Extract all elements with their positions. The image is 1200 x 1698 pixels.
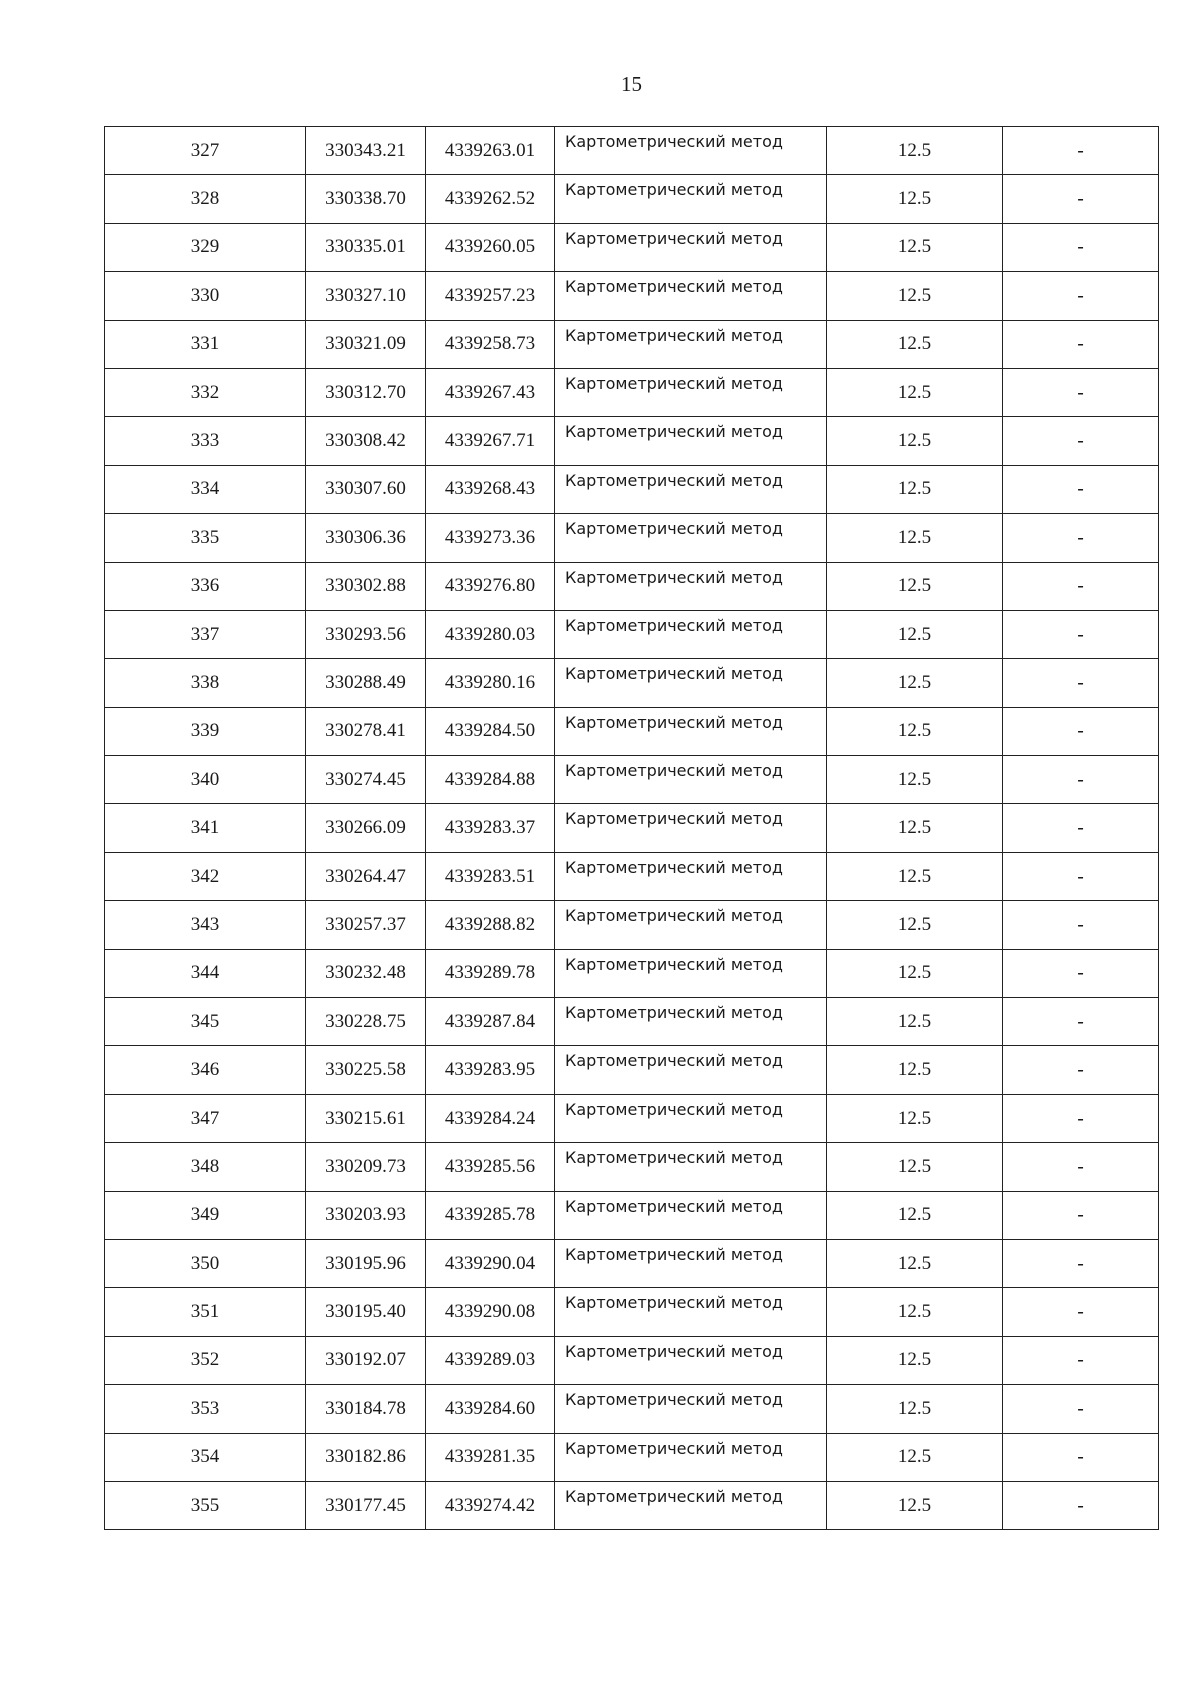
note-cell: - [1003,223,1159,271]
x-coordinate-cell: 330274.45 [306,756,426,804]
point-number-cell: 337 [105,610,306,658]
point-number-cell: 343 [105,901,306,949]
x-coordinate-cell: 330203.93 [306,1191,426,1239]
x-coordinate-cell: 330278.41 [306,707,426,755]
accuracy-cell: 12.5 [827,1385,1003,1433]
point-number-cell: 342 [105,852,306,900]
x-coordinate-cell: 330264.47 [306,852,426,900]
table-row [105,175,1159,223]
table-row [105,272,1159,320]
y-coordinate-cell: 4339287.84 [426,998,555,1046]
note-cell: - [1003,1046,1159,1094]
table-row [105,659,1159,707]
point-number-cell: 332 [105,368,306,416]
accuracy-cell: 12.5 [827,1481,1003,1529]
point-number-cell: 330 [105,272,306,320]
method-cell: Картометрический метод [555,272,827,320]
y-coordinate-cell: 4339276.80 [426,562,555,610]
accuracy-cell: 12.5 [827,417,1003,465]
x-coordinate-cell: 330192.07 [306,1336,426,1384]
x-coordinate-cell: 330288.49 [306,659,426,707]
point-number-cell: 353 [105,1385,306,1433]
note-cell: - [1003,949,1159,997]
method-cell: Картометрический метод [555,1143,827,1191]
note-cell: - [1003,1433,1159,1481]
y-coordinate-cell: 4339258.73 [426,320,555,368]
point-number-cell: 344 [105,949,306,997]
note-cell: - [1003,417,1159,465]
y-coordinate-cell: 4339283.95 [426,1046,555,1094]
y-coordinate-cell: 4339280.16 [426,659,555,707]
y-coordinate-cell: 4339263.01 [426,127,555,175]
method-cell: Картометрический метод [555,1481,827,1529]
x-coordinate-cell: 330195.40 [306,1288,426,1336]
table-row [105,368,1159,416]
y-coordinate-cell: 4339283.37 [426,804,555,852]
method-cell: Картометрический метод [555,949,827,997]
accuracy-cell: 12.5 [827,223,1003,271]
accuracy-cell: 12.5 [827,998,1003,1046]
note-cell: - [1003,465,1159,513]
method-cell: Картометрический метод [555,756,827,804]
accuracy-cell: 12.5 [827,1336,1003,1384]
method-cell: Картометрический метод [555,1191,827,1239]
table-row [105,1191,1159,1239]
point-number-cell: 348 [105,1143,306,1191]
y-coordinate-cell: 4339284.50 [426,707,555,755]
point-number-cell: 341 [105,804,306,852]
method-cell: Картометрический метод [555,1288,827,1336]
note-cell: - [1003,1191,1159,1239]
accuracy-cell: 12.5 [827,1433,1003,1481]
method-cell: Картометрический метод [555,998,827,1046]
accuracy-cell: 12.5 [827,465,1003,513]
y-coordinate-cell: 4339273.36 [426,514,555,562]
y-coordinate-cell: 4339257.23 [426,272,555,320]
method-cell: Картометрический метод [555,514,827,562]
table-row [105,1433,1159,1481]
x-coordinate-cell: 330225.58 [306,1046,426,1094]
accuracy-cell: 12.5 [827,610,1003,658]
table-row [105,417,1159,465]
y-coordinate-cell: 4339260.05 [426,223,555,271]
table-row [105,1385,1159,1433]
x-coordinate-cell: 330307.60 [306,465,426,513]
y-coordinate-cell: 4339285.56 [426,1143,555,1191]
method-cell: Картометрический метод [555,707,827,755]
x-coordinate-cell: 330312.70 [306,368,426,416]
table-body [105,127,1159,1530]
method-cell: Картометрический метод [555,465,827,513]
note-cell: - [1003,320,1159,368]
table-row [105,562,1159,610]
table-row [105,465,1159,513]
x-coordinate-cell: 330257.37 [306,901,426,949]
table-row [105,320,1159,368]
note-cell: - [1003,1094,1159,1142]
point-number-cell: 327 [105,127,306,175]
y-coordinate-cell: 4339281.35 [426,1433,555,1481]
x-coordinate-cell: 330184.78 [306,1385,426,1433]
y-coordinate-cell: 4339284.88 [426,756,555,804]
point-number-cell: 351 [105,1288,306,1336]
accuracy-cell: 12.5 [827,659,1003,707]
accuracy-cell: 12.5 [827,949,1003,997]
y-coordinate-cell: 4339274.42 [426,1481,555,1529]
note-cell: - [1003,756,1159,804]
y-coordinate-cell: 4339285.78 [426,1191,555,1239]
y-coordinate-cell: 4339290.08 [426,1288,555,1336]
accuracy-cell: 12.5 [827,1143,1003,1191]
y-coordinate-cell: 4339284.24 [426,1094,555,1142]
method-cell: Картометрический метод [555,1239,827,1287]
accuracy-cell: 12.5 [827,1288,1003,1336]
x-coordinate-cell: 330302.88 [306,562,426,610]
accuracy-cell: 12.5 [827,127,1003,175]
point-number-cell: 349 [105,1191,306,1239]
note-cell: - [1003,1143,1159,1191]
table-row [105,1094,1159,1142]
x-coordinate-cell: 330228.75 [306,998,426,1046]
x-coordinate-cell: 330182.86 [306,1433,426,1481]
accuracy-cell: 12.5 [827,1239,1003,1287]
x-coordinate-cell: 330306.36 [306,514,426,562]
table-row [105,1288,1159,1336]
note-cell: - [1003,127,1159,175]
page-number: 15 [621,72,642,96]
accuracy-cell: 12.5 [827,368,1003,416]
accuracy-cell: 12.5 [827,514,1003,562]
point-number-cell: 346 [105,1046,306,1094]
method-cell: Картометрический метод [555,804,827,852]
x-coordinate-cell: 330177.45 [306,1481,426,1529]
point-number-cell: 355 [105,1481,306,1529]
note-cell: - [1003,852,1159,900]
table-row [105,223,1159,271]
accuracy-cell: 12.5 [827,756,1003,804]
point-number-cell: 354 [105,1433,306,1481]
point-number-cell: 334 [105,465,306,513]
accuracy-cell: 12.5 [827,804,1003,852]
x-coordinate-cell: 330338.70 [306,175,426,223]
point-number-cell: 350 [105,1239,306,1287]
point-number-cell: 335 [105,514,306,562]
note-cell: - [1003,272,1159,320]
table-row [105,852,1159,900]
note-cell: - [1003,998,1159,1046]
y-coordinate-cell: 4339284.60 [426,1385,555,1433]
note-cell: - [1003,175,1159,223]
accuracy-cell: 12.5 [827,707,1003,755]
method-cell: Картометрический метод [555,659,827,707]
note-cell: - [1003,1481,1159,1529]
table-row [105,127,1159,175]
table-row [105,707,1159,755]
y-coordinate-cell: 4339289.03 [426,1336,555,1384]
table-row [105,1239,1159,1287]
accuracy-cell: 12.5 [827,852,1003,900]
y-coordinate-cell: 4339283.51 [426,852,555,900]
table-row [105,998,1159,1046]
method-cell: Картометрический метод [555,417,827,465]
method-cell: Картометрический метод [555,562,827,610]
accuracy-cell: 12.5 [827,175,1003,223]
accuracy-cell: 12.5 [827,1191,1003,1239]
note-cell: - [1003,368,1159,416]
point-number-cell: 336 [105,562,306,610]
method-cell: Картометрический метод [555,901,827,949]
note-cell: - [1003,901,1159,949]
note-cell: - [1003,562,1159,610]
table-row [105,901,1159,949]
table-row [105,1481,1159,1529]
table-row [105,756,1159,804]
point-number-cell: 352 [105,1336,306,1384]
x-coordinate-cell: 330343.21 [306,127,426,175]
x-coordinate-cell: 330215.61 [306,1094,426,1142]
x-coordinate-cell: 330308.42 [306,417,426,465]
note-cell: - [1003,659,1159,707]
accuracy-cell: 12.5 [827,1046,1003,1094]
note-cell: - [1003,1288,1159,1336]
note-cell: - [1003,514,1159,562]
y-coordinate-cell: 4339280.03 [426,610,555,658]
x-coordinate-cell: 330232.48 [306,949,426,997]
method-cell: Картометрический метод [555,610,827,658]
accuracy-cell: 12.5 [827,272,1003,320]
method-cell: Картометрический метод [555,1336,827,1384]
table-row [105,514,1159,562]
accuracy-cell: 12.5 [827,562,1003,610]
table-row [105,1046,1159,1094]
x-coordinate-cell: 330321.09 [306,320,426,368]
x-coordinate-cell: 330266.09 [306,804,426,852]
note-cell: - [1003,804,1159,852]
method-cell: Картометрический метод [555,320,827,368]
y-coordinate-cell: 4339262.52 [426,175,555,223]
table-row [105,610,1159,658]
note-cell: - [1003,1385,1159,1433]
point-number-cell: 345 [105,998,306,1046]
method-cell: Картометрический метод [555,1094,827,1142]
accuracy-cell: 12.5 [827,901,1003,949]
point-number-cell: 347 [105,1094,306,1142]
point-number-cell: 329 [105,223,306,271]
y-coordinate-cell: 4339267.43 [426,368,555,416]
table-row [105,1336,1159,1384]
x-coordinate-cell: 330335.01 [306,223,426,271]
accuracy-cell: 12.5 [827,1094,1003,1142]
note-cell: - [1003,707,1159,755]
x-coordinate-cell: 330327.10 [306,272,426,320]
method-cell: Картометрический метод [555,175,827,223]
method-cell: Картометрический метод [555,1433,827,1481]
method-cell: Картометрический метод [555,1046,827,1094]
y-coordinate-cell: 4339290.04 [426,1239,555,1287]
point-number-cell: 338 [105,659,306,707]
y-coordinate-cell: 4339289.78 [426,949,555,997]
y-coordinate-cell: 4339267.71 [426,417,555,465]
coordinates-table [104,126,1159,1530]
y-coordinate-cell: 4339268.43 [426,465,555,513]
method-cell: Картометрический метод [555,368,827,416]
point-number-cell: 339 [105,707,306,755]
x-coordinate-cell: 330293.56 [306,610,426,658]
x-coordinate-cell: 330195.96 [306,1239,426,1287]
method-cell: Картометрический метод [555,127,827,175]
point-number-cell: 331 [105,320,306,368]
note-cell: - [1003,610,1159,658]
note-cell: - [1003,1239,1159,1287]
method-cell: Картометрический метод [555,1385,827,1433]
point-number-cell: 328 [105,175,306,223]
point-number-cell: 333 [105,417,306,465]
table-row [105,1143,1159,1191]
method-cell: Картометрический метод [555,223,827,271]
note-cell: - [1003,1336,1159,1384]
table-row [105,804,1159,852]
table-row [105,949,1159,997]
x-coordinate-cell: 330209.73 [306,1143,426,1191]
accuracy-cell: 12.5 [827,320,1003,368]
method-cell: Картометрический метод [555,852,827,900]
point-number-cell: 340 [105,756,306,804]
y-coordinate-cell: 4339288.82 [426,901,555,949]
